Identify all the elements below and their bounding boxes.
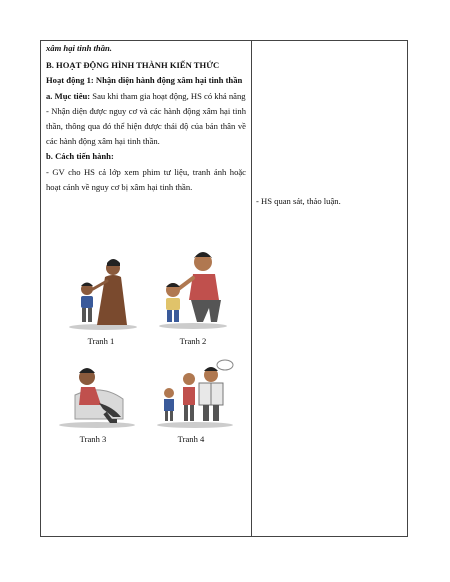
caption-tranh-2: Tranh 2 (179, 336, 207, 346)
scolding-adult-child-illustration (61, 251, 141, 331)
column-divider (251, 41, 252, 536)
teacher-column (46, 41, 246, 195)
goal-text: Sau khi tham gia hoạt động, HS có khả năng (90, 90, 246, 101)
method-text: - GV cho HS cả lớp xem phim tư liệu, tranh ảnh hoặc hoạt cảnh về nguy cơ bị xâm hại tinh thần. (46, 166, 246, 192)
goal-paragraph (46, 89, 246, 104)
method-label: b. Cách tiến hành: (46, 151, 114, 162)
sad-child-illustration (53, 359, 139, 429)
section-title: B. HOẠT ĐỘNG HÌNH THÀNH KIẾN THỨC (46, 60, 220, 71)
student-activity: - HS quan sát, thảo luận. (256, 196, 341, 206)
previous-line: xâm hại tinh thần. (46, 43, 112, 53)
lesson-table (40, 40, 408, 537)
student-column (256, 195, 404, 208)
caption-tranh-1: Tranh 1 (87, 336, 115, 346)
caption-tranh-4: Tranh 4 (177, 434, 205, 444)
activity-title: Hoạt động 1: Nhận diện hành động xâm hại tinh thần (46, 75, 243, 86)
parents-reading-child-illustration (153, 357, 237, 429)
goal-label: a. Mục tiêu: (46, 90, 91, 101)
angry-father-child-illustration (153, 246, 233, 331)
caption-tranh-3: Tranh 3 (79, 434, 107, 444)
goal-item: - Nhận diện được nguy cơ và các hành động xâm hại tinh thần, thông qua đó thể hiện được thái độ của bản thân về các hành động xâm hại tinh thần. (46, 105, 246, 147)
